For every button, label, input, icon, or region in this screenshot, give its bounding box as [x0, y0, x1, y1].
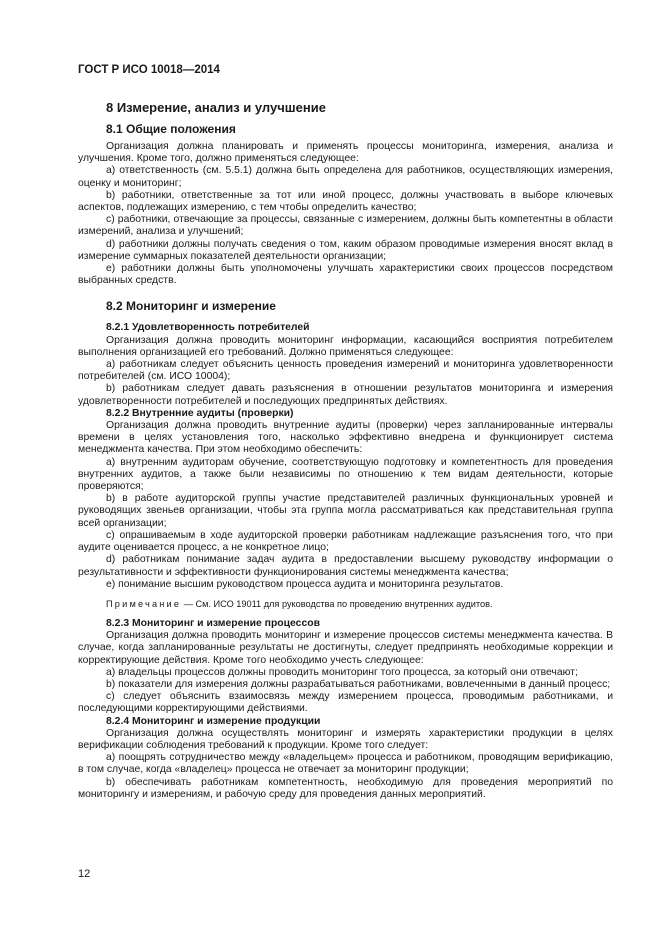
page-number: 12 — [78, 868, 91, 880]
list-item: e) работники должны быть уполномочены улучшать характеристики своих процессов посредством выбранных средств. — [78, 263, 613, 287]
paragraph: Организация должна планировать и применять процессы мониторинга, измерения, анализа и улучшения. Кроме того, должно применяться следующее: — [78, 141, 613, 165]
note-text: — См. ИСО 19011 для руководства по проведению внутренних аудитов. — [181, 598, 493, 609]
list-item: c) опрашиваемым в ходе аудиторской проверки работникам надлежащие разъяснения того, что при аудите оценивается процесс, а не конкретное лицо; — [78, 529, 613, 554]
paragraph: Организация должна проводить внутренние аудиты (проверки) через запланированные интервалы времени в целях установления того, насколько эффективно внедрена и функционирует система менеджмента качества. При этом необходимо обеспечить: — [78, 420, 613, 456]
list-item: b) работники, ответственные за тот или иной процесс, должны участвовать в выборе ключевых аспектов, подлежащих измерению, с тем чтобы определить качество; — [78, 189, 613, 214]
section-8-2-1-heading: 8.2.1 Удовлетворенность потребителей — [106, 322, 310, 334]
paragraph: Организация должна проводить мониторинг информации, касающийся восприятия потребителем выполнения организацией его требований. Должно применяться следующее: — [78, 334, 613, 358]
section-8-2-2-heading: 8.2.2 Внутренние аудиты (проверки) — [106, 407, 294, 419]
list-item: c) работники, отвечающие за процессы, связанные с измерением, должны быть компетентны в области измерений, анализа и улучшений; — [78, 214, 613, 238]
document-header: ГОСТ Р ИСО 10018—2014 — [78, 64, 220, 76]
list-item: b) работникам следует давать разъяснения в отношении результатов мониторинга и измерения удовлетворенности потребителей и последующих предпринятых действиях. — [78, 383, 613, 407]
note-label: Примечание — [106, 598, 182, 609]
section-8-1-heading: 8.1 Общие положения — [106, 122, 236, 136]
paragraph: Организация должна проводить мониторинг и измерение процессов системы менеджмента качества. В случае, когда запланированные результаты не достигнуты, следует предпринять необходимые коррекции и корректирующие действия. Кроме того необходимо учесть следующее: — [78, 630, 613, 666]
list-item: d) работники должны получать сведения о том, каким образом проводимые измерения вносят вклад в измерение суммарных показателей деятельности организации; — [78, 238, 613, 262]
list-item: a) владельцы процессов должны проводить мониторинг того процесса, за который они отвечают; — [106, 666, 578, 678]
list-item: a) внутренним аудиторам обучение, соответствующую подготовку и компетентность для проведения внутренних аудитов, а также были независимы по отношению к тем видам деятельности, которые проверяются; — [78, 456, 613, 493]
document-body — [78, 100, 613, 801]
section-8-heading: 8 Измерение, анализ и улучшение — [106, 100, 326, 115]
list-item: a) работникам следует объяснить ценность проведения измерений и мониторинга удовлетворенности потребителей (см. ИСО 10004); — [78, 359, 613, 383]
list-item: b) в работе аудиторской группы участие представителей различных функциональных уровней и руководящих звеньев организации, чтобы эта группа могла рассматриваться как представительная группа всей организации; — [78, 493, 613, 529]
list-item: d) работникам понимание задач аудита в предоставлении высшему руководству информации о результативности и эффективности функционирования системы менеджмента качества; — [78, 554, 613, 578]
list-item: e) понимание высшим руководством процесса аудита и мониторинга результатов. — [106, 578, 504, 590]
list-item: a) поощрять сотрудничество между «владельцем» процесса и работником, проводящим верификацию, в том случае, когда «владелец» процесса не отвечает за мониторинг продукции; — [78, 752, 613, 776]
list-item: b) обеспечивать работникам компетентность, необходимую для проведения мероприятий по мониторингу и измерениям, и рабочую среду для проведения данных мероприятий. — [78, 776, 613, 800]
section-8-2-4-heading: 8.2.4 Мониторинг и измерение продукции — [106, 715, 321, 727]
section-8-2-3-heading: 8.2.3 Мониторинг и измерение процессов — [106, 617, 320, 629]
list-item: b) показатели для измерения должны разрабатываться работниками, вовлеченными в данный процесс; — [106, 678, 611, 690]
note — [78, 599, 613, 610]
list-item: c) следует объяснить взаимосвязь между измерением процесса, проводимым работниками, и последующими корректирующими действиями. — [78, 691, 613, 715]
paragraph: Организация должна осуществлять мониторинг и измерять характеристики продукции в целях верификации соблюдения требований к продукции. Кроме того следует: — [78, 727, 613, 751]
section-8-2-heading: 8.2 Мониторинг и измерение — [106, 299, 276, 314]
list-item: a) ответственность (см. 5.5.1) должна быть определена для работников, осуществляющих измерения, оценку и мониторинг; — [78, 165, 613, 189]
